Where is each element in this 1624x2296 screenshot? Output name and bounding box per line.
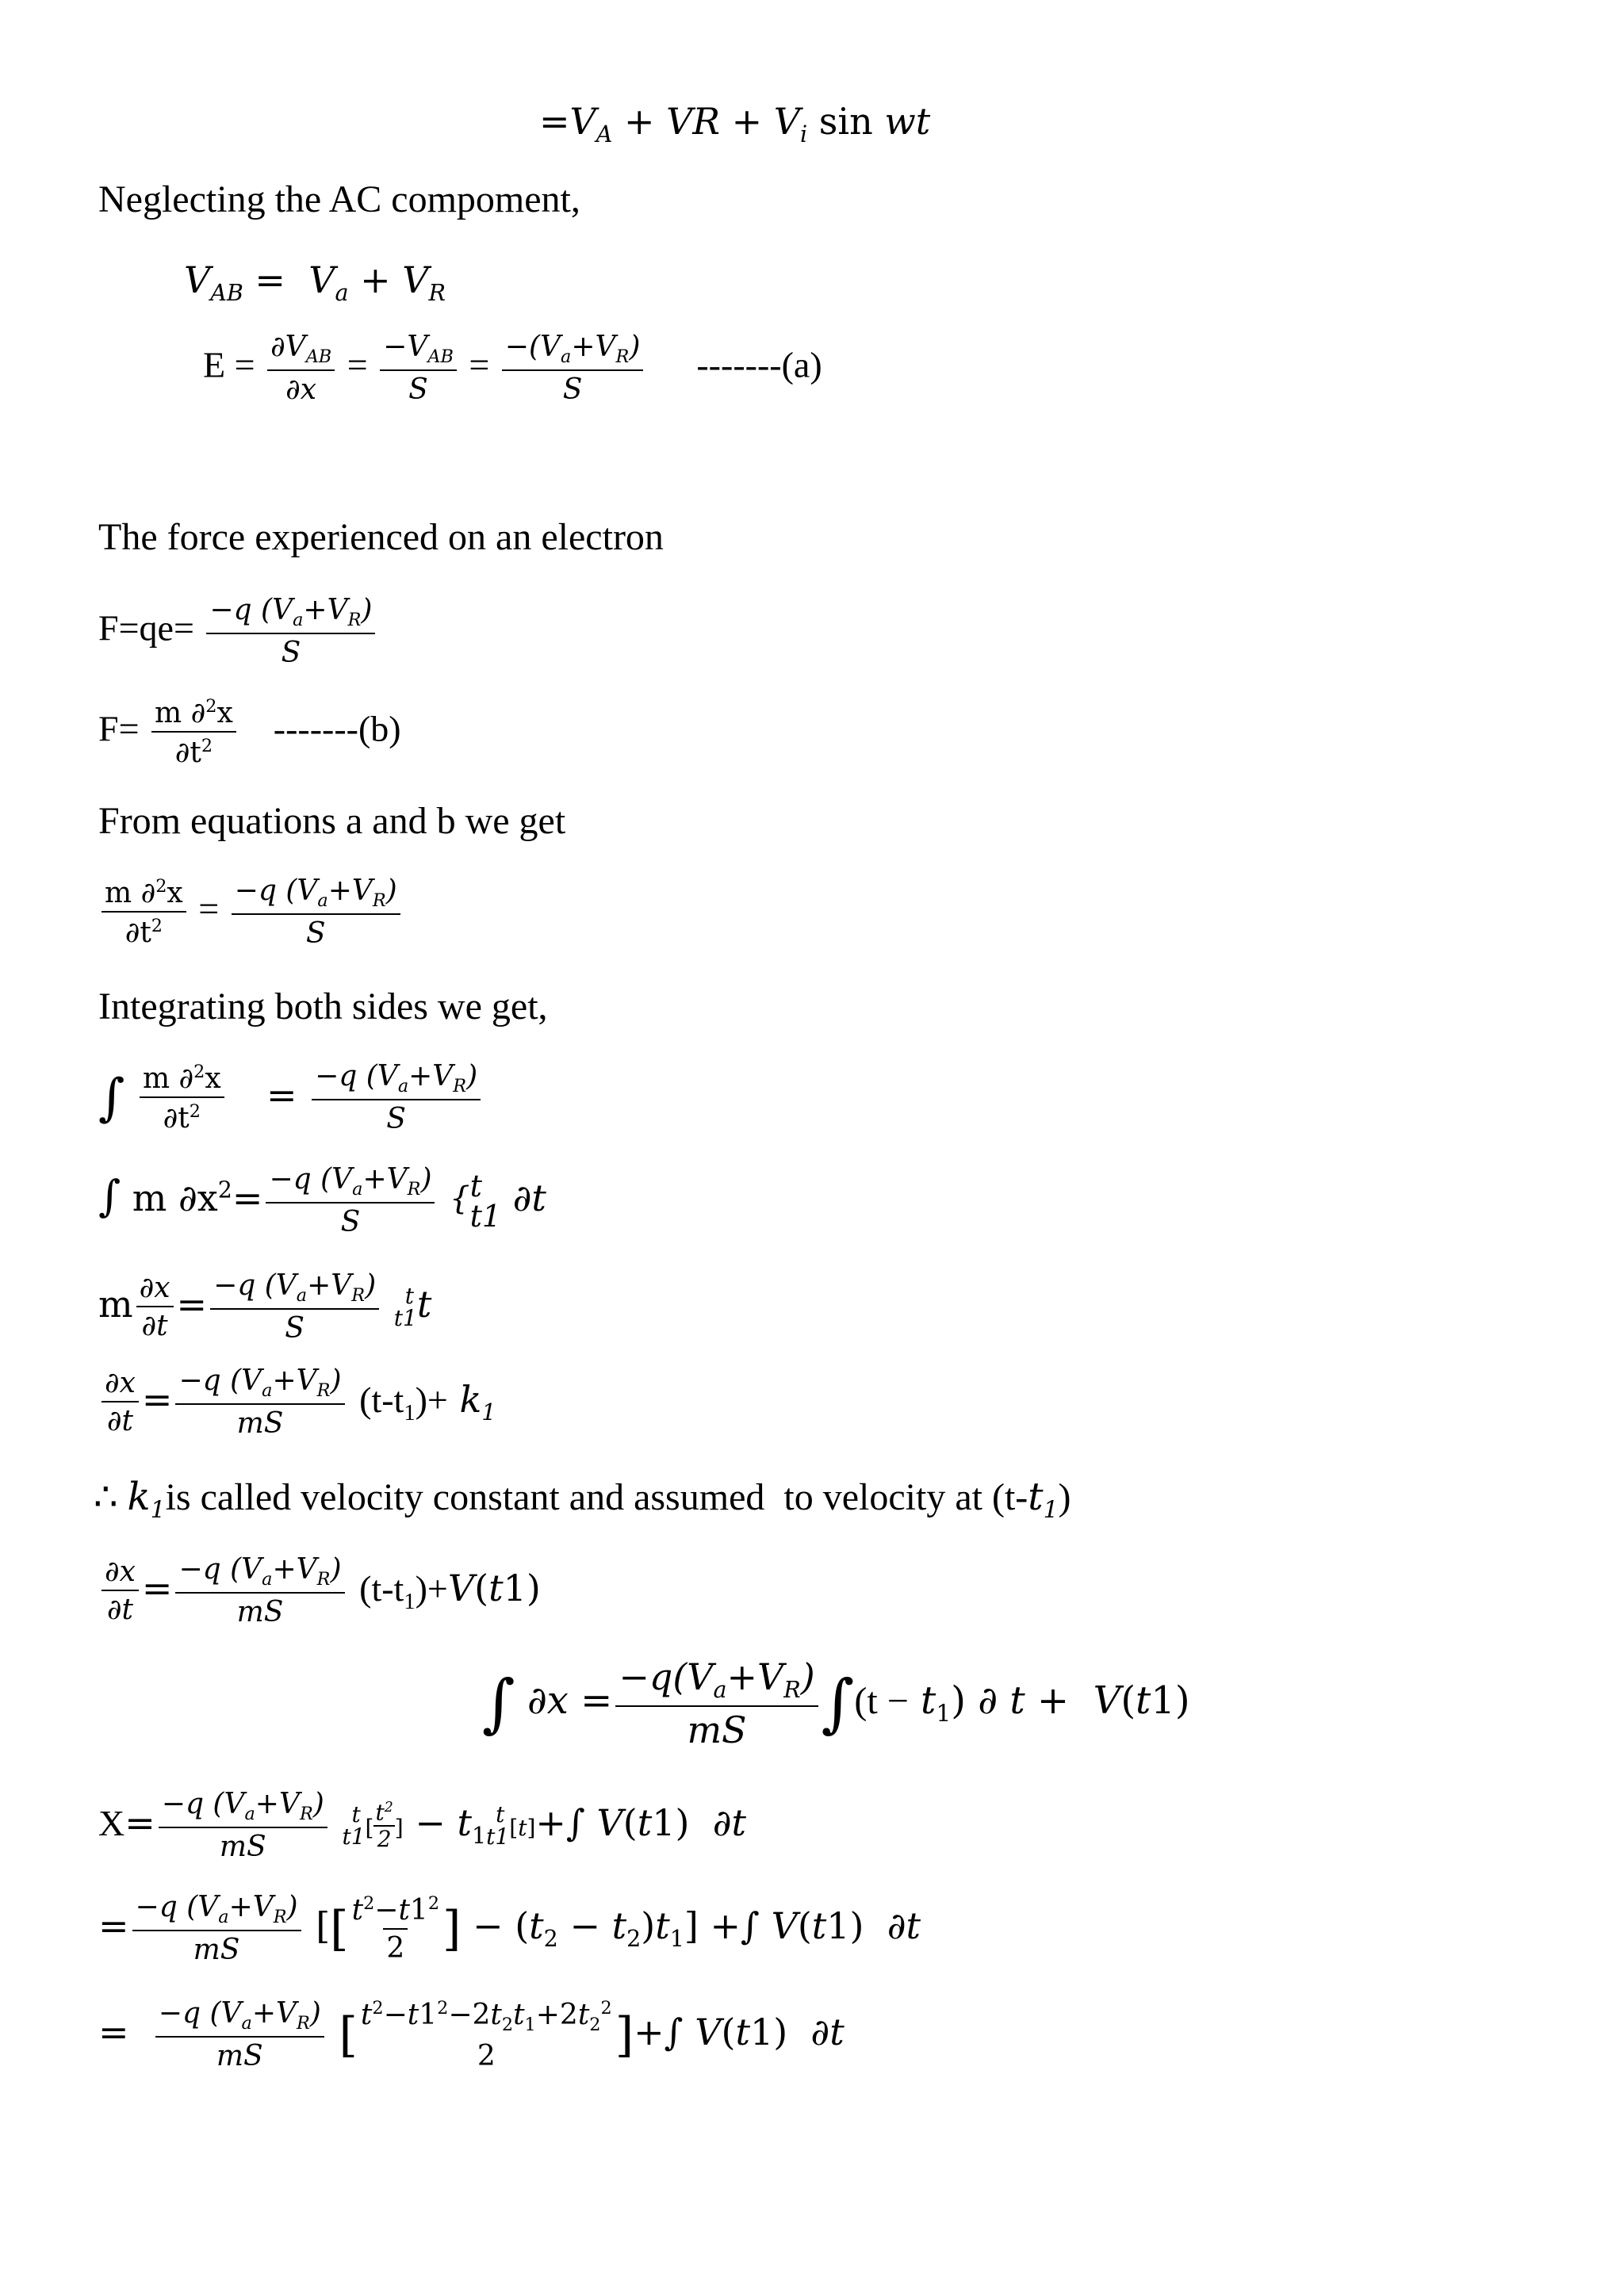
- equation-voltage-sum: $=V_A$ + VR + $V_i$ sin wt: [539, 100, 931, 148]
- equation-velocity-1: m $\frac{\partial x}{\partial t}$ = $\frac{-q (V_a+V_R)}{S}$ t t1 t: [98, 1269, 432, 1345]
- equation-velocity-3: $\frac{\partial x}{\partial t}$ = $\frac{-q (V_a+V_R)}{mS}$ $(t-t_1)+V(t1)$: [98, 1556, 541, 1627]
- equation-vab: $V_{AB} = V_a + V_R$: [184, 258, 446, 307]
- equation-ref-b: -------(b): [273, 708, 401, 749]
- equation-velocity-2: $\frac{\partial x}{\partial t}$ = $\frac{-q (V_a+V_R)}{mS}$ $(t-t_1)+ k_1$: [98, 1367, 496, 1438]
- label-m: m: [98, 1282, 133, 1326]
- equation-x-3: = $\frac{-q (V_a+V_R)}{mS}$ [ $t^2-t1^2-2t_2t_1+2t_2^2$ 2 ]+∫ V(t1) ∂t: [98, 1997, 845, 2072]
- equation-ref-a: -------(a): [696, 344, 822, 385]
- text-force-experienced: The force experienced on an electron: [98, 516, 664, 558]
- text-from-equations: From equations a and b we get: [98, 800, 566, 842]
- equation-x-2: = $\frac{-q (V_a+V_R)}{mS}$ [[ $\frac{t^2-t1^2}{2}$ ] − $(t_2 - t_2)t_1$] +∫ V(t1) ∂t: [98, 1891, 921, 1966]
- label-e: E: [203, 344, 226, 385]
- equation-x-1: X= $\frac{-q (V_a+V_R)}{mS}$ t t1 [ $\frac{t^2}{2}$ ] − $t_1$ t t1 [t]+∫ V(t1) ∂t: [98, 1788, 746, 1863]
- equation-displacement-integral: ∫ ∂x = $\frac{-q(V_a+V_R)}{mS}$ $\int(t - t_1)$ ∂ t + V(t1): [482, 1655, 1190, 1751]
- text-velocity-constant: ∴ $k_1is$ called velocity constant and assumed to velocity at $(t-t_1)$: [94, 1475, 1071, 1525]
- frac-dvab-dx: $\frac{\partial V_{AB}}{\partial x}$: [267, 333, 335, 404]
- label-x: X: [98, 1802, 125, 1843]
- equation-force-mass: F= $\frac{m \partial^2x}{\partial t^2}$ -------(b): [98, 696, 401, 769]
- equation-integral-2: ∫ m $\partial x^2=$ $\frac{-q (V_a+V_R)}{S}$ { t t1 ∂t: [98, 1163, 546, 1238]
- equation-combined: $\frac{m \partial^2x}{\partial t^2}$ = $\frac{-q (V_a+V_R)}{S}$: [98, 877, 404, 948]
- frac-va-vr-s: $\frac{-(V_a+V_R)}{S}$: [502, 333, 644, 404]
- text-integrating: Integrating both sides we get,: [98, 985, 548, 1027]
- label-f-qe: F=qe=: [98, 607, 194, 649]
- frac-vab-s: $\frac{-V_{AB}}{S}$: [380, 333, 457, 404]
- equation-integral-1: ∫ $\frac{m \partial^2x}{\partial t^2}$ = $\frac{-q (V_a+V_R)}{S}$: [98, 1062, 484, 1134]
- equation-force-qe: F=qe= $\frac{-q (V_a+V_R)}{S}$: [98, 596, 378, 668]
- equation-electric-field: E = $\frac{\partial V_{AB}}{\partial x}$ = $\frac{-V_{AB}}{S}$ = $\frac{-(V_a+V_R)}{S}$ -------(a): [203, 331, 822, 406]
- text-neglecting: Neglecting the AC compoment,: [98, 178, 580, 220]
- label-f: F=: [98, 708, 140, 749]
